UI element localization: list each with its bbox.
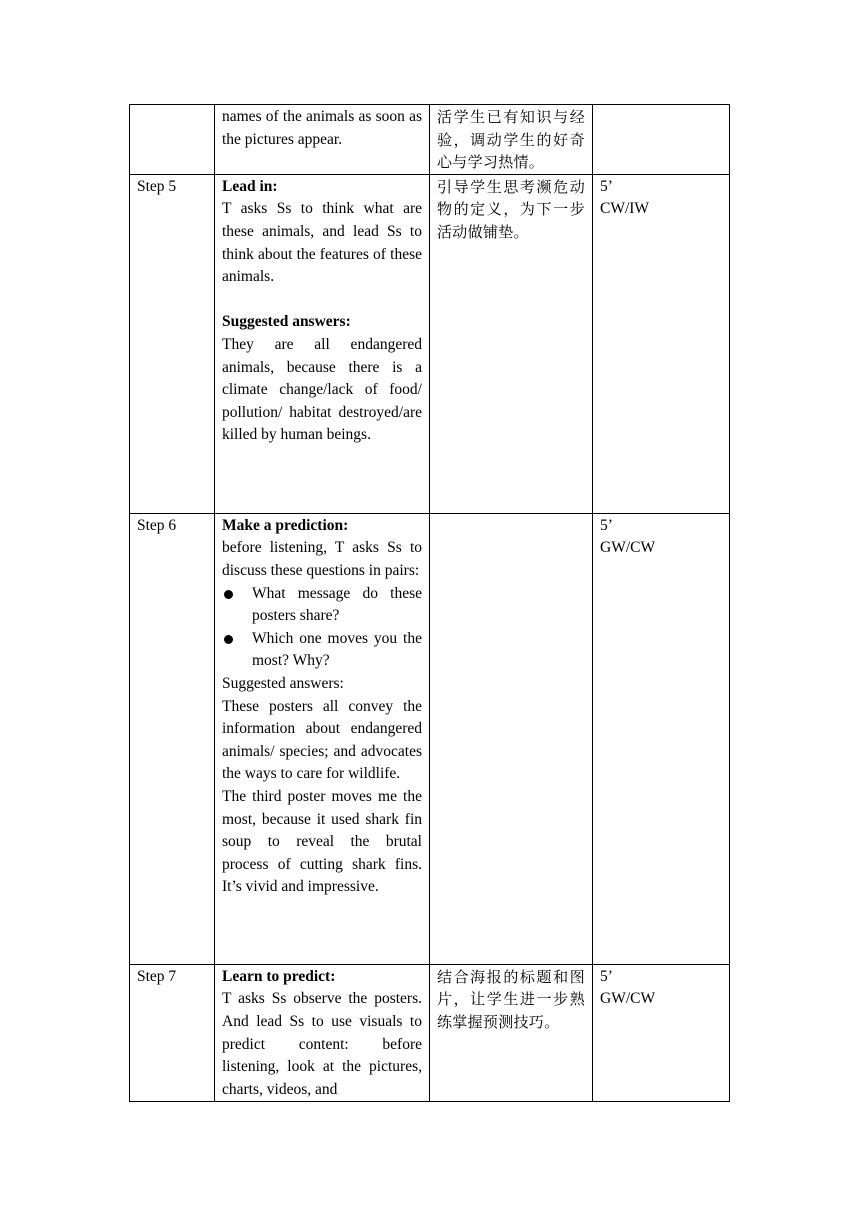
bullet-icon bbox=[224, 635, 233, 644]
answers-heading: Suggested answers: bbox=[222, 313, 351, 331]
step-cell: Step 5 bbox=[130, 174, 215, 513]
answer-paragraph: These posters all convey the information about endangered animals/ species; and advocates the ways to care for wildlife. bbox=[222, 697, 422, 783]
content-cell bbox=[215, 174, 430, 513]
content-cell bbox=[215, 964, 430, 1102]
blank-line bbox=[222, 289, 422, 312]
lesson-plan-table bbox=[129, 104, 730, 1102]
answers-heading: Suggested answers: bbox=[222, 674, 344, 692]
mode-value: GW/CW bbox=[600, 990, 656, 1008]
time-mode-cell bbox=[593, 105, 730, 175]
table-row bbox=[130, 174, 730, 513]
step-cell: Step 6 bbox=[130, 513, 215, 964]
list-item bbox=[222, 628, 422, 673]
activity-heading: Make a prediction: bbox=[222, 516, 349, 534]
answer-paragraph: The third poster moves me the most, because it used shark fin soup to reveal the brutal process of cutting shark fins. It’s vivid and impressive. bbox=[222, 787, 422, 896]
list-item bbox=[222, 583, 422, 628]
step-cell bbox=[130, 105, 215, 175]
purpose-cell bbox=[430, 513, 593, 964]
time-value: 5’ bbox=[600, 516, 613, 534]
mode-value: CW/IW bbox=[600, 200, 650, 218]
time-value: 5’ bbox=[600, 177, 613, 195]
step-cell: Step 7 bbox=[130, 964, 215, 1102]
content-paragraph: T asks Ss observe the posters. And lead Ss to use visuals to predict content: before listening, look at the pictures, charts, videos, and bbox=[222, 990, 422, 1098]
table-row bbox=[130, 513, 730, 964]
purpose-cell: 结合海报的标题和图片，让学生进一步熟练掌握预测技巧。 bbox=[430, 964, 593, 1102]
bullet-icon bbox=[224, 590, 233, 599]
content-paragraph: names of the animals as soon as the pictures appear. bbox=[222, 108, 422, 148]
activity-heading: Learn to predict: bbox=[222, 967, 336, 985]
content-cell bbox=[215, 105, 430, 175]
time-value: 5’ bbox=[600, 967, 613, 985]
table-row bbox=[130, 105, 730, 175]
table-row bbox=[130, 964, 730, 1102]
content-cell bbox=[215, 513, 430, 964]
answer-paragraph: They are all endangered animals, because there is a climate change/lack of food/ pollution/ habitat destroyed/are killed by human beings. bbox=[222, 335, 422, 444]
mode-value: GW/CW bbox=[600, 539, 656, 557]
question-list bbox=[222, 583, 422, 673]
question-text: What message do these posters share? bbox=[252, 584, 422, 625]
purpose-cell: 活学生已有知识与经验，调动学生的好奇心与学习热情。 bbox=[430, 105, 593, 175]
activity-heading: Lead in: bbox=[222, 177, 278, 195]
time-mode-cell bbox=[593, 513, 730, 964]
content-paragraph: T asks Ss to think what are these animals, and lead Ss to think about the features of these animals. bbox=[222, 200, 422, 286]
question-text: Which one moves you the most? Why? bbox=[252, 629, 422, 670]
time-mode-cell bbox=[593, 964, 730, 1102]
purpose-cell: 引导学生思考濒危动物的定义，为下一步活动做铺垫。 bbox=[430, 174, 593, 513]
time-mode-cell bbox=[593, 174, 730, 513]
content-paragraph: before listening, T asks Ss to discuss these questions in pairs: bbox=[222, 539, 422, 579]
